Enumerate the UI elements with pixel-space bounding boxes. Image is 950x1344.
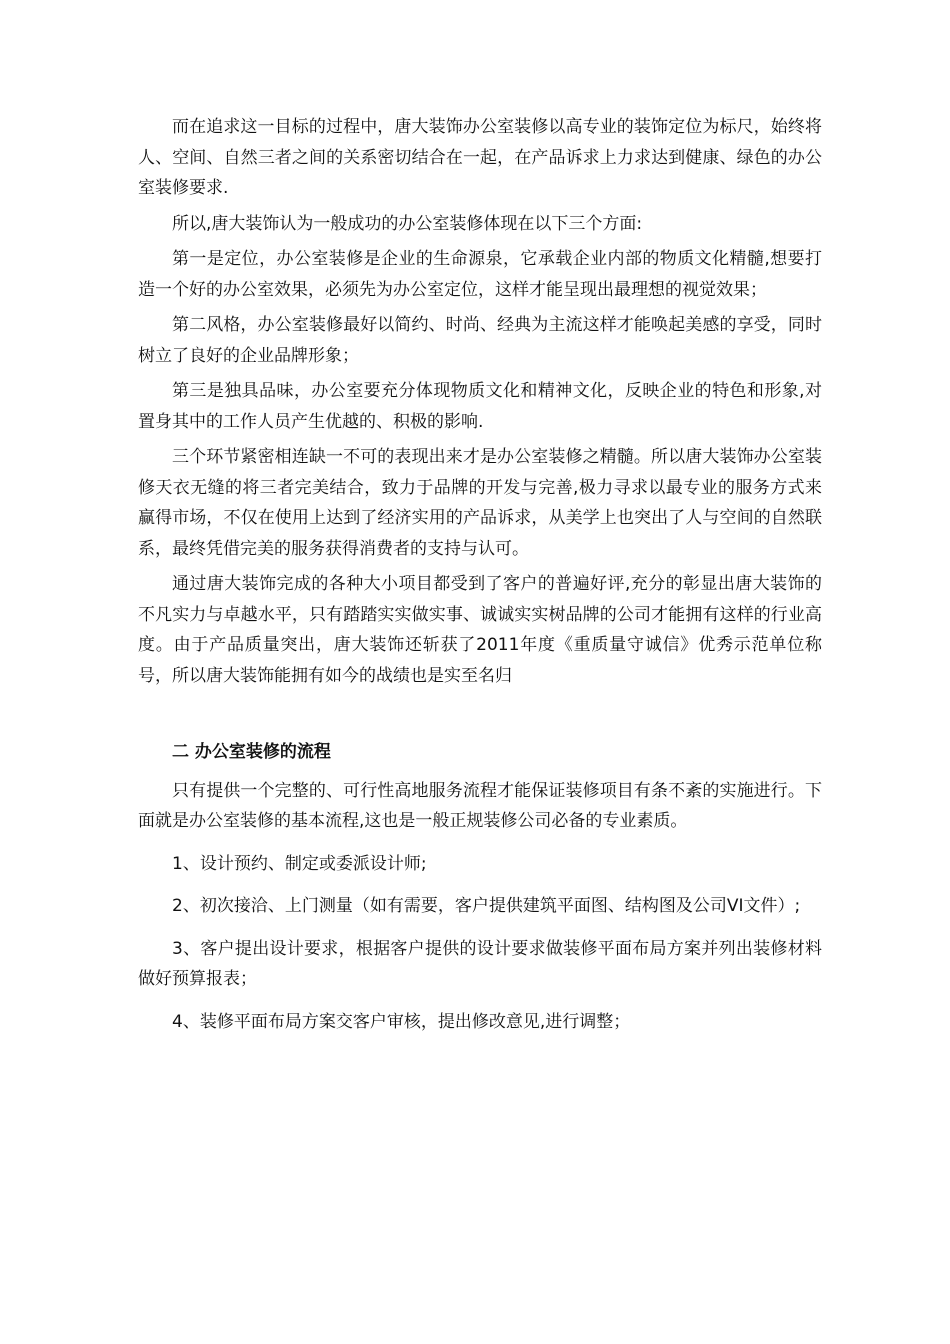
process-step-4: 4、装修平面布局方案交客户审核，提出修改意见,进行调整； xyxy=(172,1011,631,1032)
body-paragraph-three-aspects: 所以,唐大装饰认为一般成功的办公室装修体现在以下三个方面: xyxy=(172,213,643,234)
body-paragraph-essence: 三个环节紧密相连缺一不可的表现出来才是办公室装修之精髓。所以唐大装饰办公室装修天衣无缝的将三者完美结合，致力于品牌的开发与完善,极力寻求以最专业的服务方式来赢得市场，不仅在使用上达到了经济实用的产品诉求，从美学上也突出了人与空间的自然联系，最终凭借完美的服务获得消费者的支持与认可。 xyxy=(138,447,822,559)
process-step-1: 1、设计预约、制定或委派设计师; xyxy=(172,853,427,874)
body-paragraph-process-intro: 只有提供一个完整的、可行性高地服务流程才能保证装修项目有条不紊的实施进行。下面就是办公室装修的基本流程,这也是一般正规装修公司必备的专业素质。 xyxy=(138,780,822,831)
document-body xyxy=(138,112,822,1037)
body-paragraph-positioning: 第一是定位，办公室装修是企业的生命源泉，它承载企业内部的物质文化精髓,想要打造一个好的办公室效果，必须先为办公室定位，这样才能呈现出最理想的视觉效果； xyxy=(138,249,822,300)
section-heading-process: 二 办公室装修的流程 xyxy=(172,742,331,762)
process-step-2: 2、初次接洽、上门测量（如有需要，客户提供建筑平面图、结构图及公司VI文件）; xyxy=(172,896,801,916)
body-paragraph-style: 第二风格，办公室装修最好以简约、时尚、经典为主流这样才能唤起美感的享受，同时树立了良好的企业品牌形象； xyxy=(138,315,822,366)
body-paragraph-goal: 而在追求这一目标的过程中，唐大装饰办公室装修以高专业的装饰定位为标尺，始终将人、空间、自然三者之间的关系密切结合在一起，在产品诉求上力求达到健康、绿色的办公室装修要求. xyxy=(138,117,822,198)
body-paragraph-taste: 第三是独具品味，办公室要充分体现物质文化和精神文化，反映企业的特色和形象,对置身其中的工作人员产生优越的、积极的影响. xyxy=(138,381,822,432)
process-step-3: 3、客户提出设计要求，根据客户提供的设计要求做装修平面布局方案并列出装修材料做好预算报表； xyxy=(138,938,822,989)
body-paragraph-reputation: 通过唐大装饰完成的各种大小项目都受到了客户的普遍好评,充分的彰显出唐大装饰的不凡实力与卓越水平，只有踏踏实实做实事、诚诚实实树品牌的公司才能拥有这样的行业高度。由于产品质量突出，唐大装饰还斩获了2011年度《重质量守诚信》优秀示范单位称号，所以唐大装饰能拥有如今的战绩也是实至名归 xyxy=(138,574,822,686)
